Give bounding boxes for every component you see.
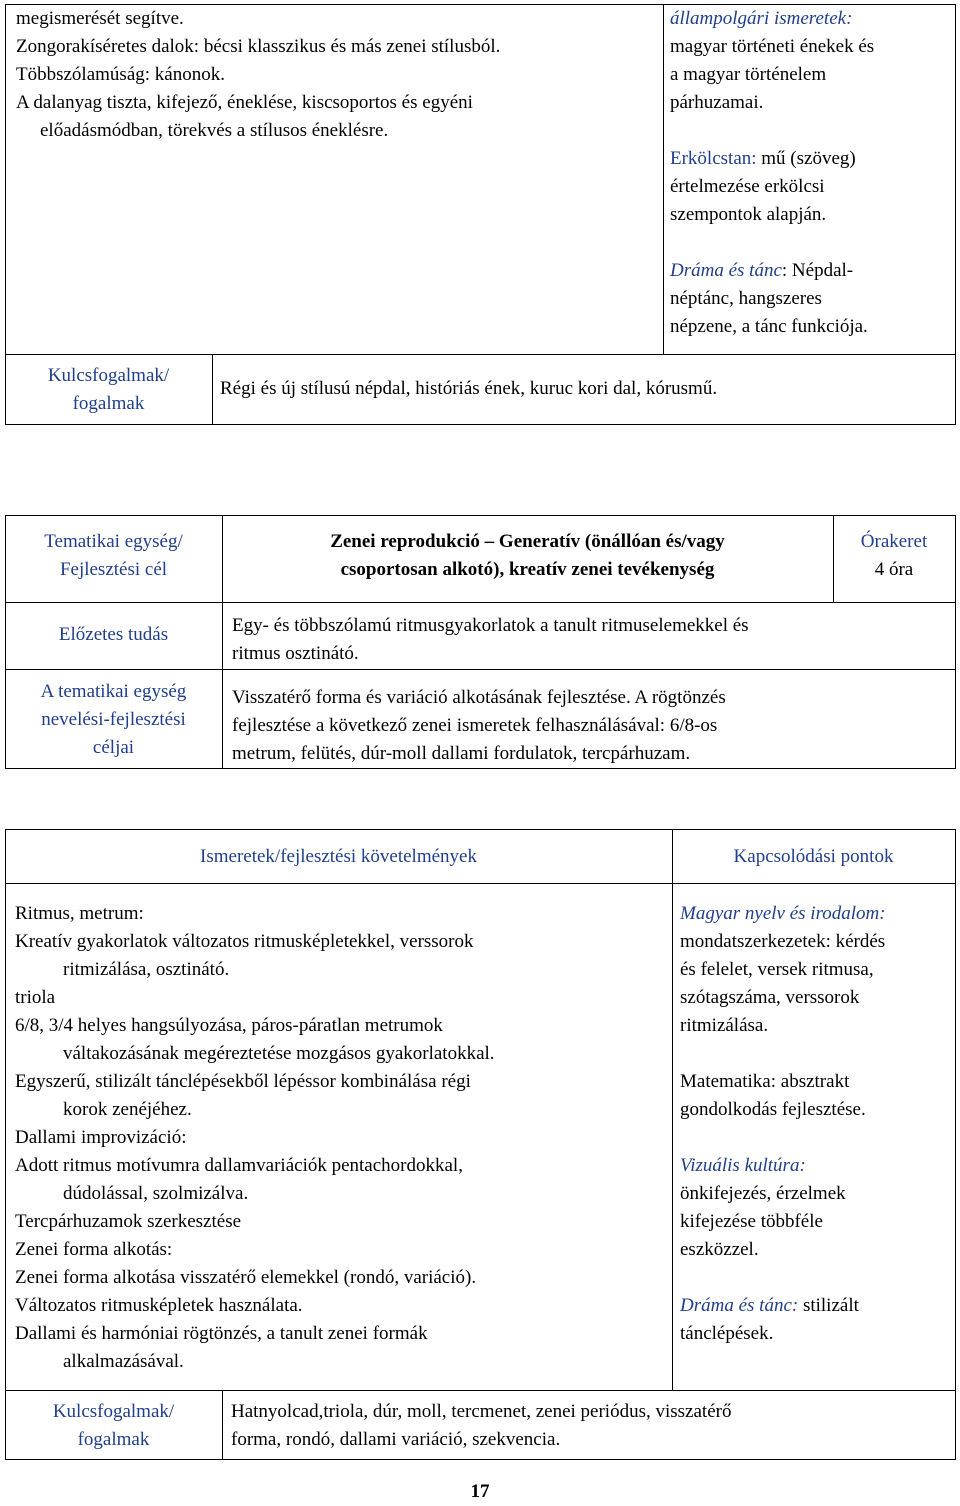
requirement-line: dúdolással, szolmizálva.: [63, 1183, 249, 1204]
requirement-line: Dallami improvizáció:: [15, 1127, 187, 1148]
hours-value: 4 óra: [874, 559, 914, 580]
unit-label-line: Tematikai egység/: [44, 531, 183, 552]
requirement-line: Ritmus, metrum:: [15, 903, 144, 924]
text-line: a magyar történelem: [670, 64, 827, 85]
requirement-line: Kreatív gyakorlatok változatos ritmusképletekkel, verssorok: [15, 931, 474, 952]
table3-key-divider-v: [222, 1390, 223, 1460]
table3-border-right: [955, 829, 956, 1460]
goals-label-line: nevelési-fejlesztési: [41, 709, 186, 730]
requirement-line: Zenei forma alkotás:: [15, 1239, 173, 1260]
requirement-line: ritmizálása, osztinátó.: [63, 959, 230, 980]
requirement-line: korok zenéjéhez.: [63, 1099, 192, 1120]
link-label-ethics: Erkölcstan:: [670, 148, 757, 169]
text-line: szempontok alapján.: [670, 204, 827, 225]
requirement-line: Zenei forma alkotása visszatérő elemekkel (rondó, variáció).: [15, 1267, 477, 1288]
table1-left-cell: [16, 5, 656, 145]
table1-border-bottom: [5, 424, 956, 425]
title-line: Zenei reprodukció – Generatív (önállóan és/vagy: [330, 531, 725, 552]
table1-row-divider: [5, 354, 956, 355]
table3-key-label: [5, 1398, 222, 1454]
table3-head-requirements: Ismeretek/fejlesztési követelmények: [200, 846, 477, 867]
hours-label: Órakeret: [860, 531, 928, 552]
requirement-line: Adott ritmus motívumra dallamvariációk pentachordokkal,: [15, 1155, 463, 1176]
table3-header-divider: [5, 883, 956, 884]
table2-border-top: [5, 515, 956, 516]
page-number: 17: [470, 1481, 490, 1502]
requirement-line: Dallami és harmóniai rögtönzés, a tanult zenei formák: [15, 1323, 428, 1344]
table1-links-cell: [670, 5, 952, 341]
text-line: : Népdal-: [781, 260, 854, 281]
table1-key-text: Régi és új stílusú népdal, históriás ének, kuruc kori dal, kórusmű.: [220, 378, 718, 399]
text-line: forma, rondó, dallami variáció, szekvencia.: [231, 1429, 561, 1450]
text-line: megismerését segítve.: [16, 8, 184, 29]
table1-key-divider: [212, 354, 213, 425]
text-line: fejlesztése a következő zenei ismeretek felhasználásával: 6/8-os: [232, 715, 718, 736]
text-line: Egy- és többszólamú ritmusgyakorlatok a tanult ritmuselemekkel és: [232, 615, 749, 636]
table3-links-cell: [680, 900, 954, 1348]
table3-col-divider: [672, 829, 673, 1391]
table2-unit-label: [5, 528, 222, 584]
text-line: Többszólamúság: kánonok.: [16, 64, 225, 85]
text-line: párhuzamai.: [670, 92, 764, 113]
text-line: stilizált: [798, 1295, 859, 1316]
goals-label-line: céljai: [92, 737, 135, 758]
text-line: metrum, felütés, dúr-moll dallami fordulatok, tercpárhuzam.: [232, 743, 691, 764]
table2-goals-text: [232, 684, 952, 768]
table3-border-left: [5, 829, 6, 1460]
text-line: mű (szöveg): [756, 148, 856, 169]
key-label-line: Kulcsfogalmak/: [52, 1401, 175, 1422]
text-line: Matematika: absztrakt: [680, 1071, 850, 1092]
text-line: Hatnyolcad,triola, dúr, moll, tercmenet, zenei periódus, visszatérő: [231, 1401, 732, 1422]
text-line: kifejezése többféle: [680, 1211, 823, 1232]
text-line: és felelet, versek ritmusa,: [680, 959, 874, 980]
text-line: Visszatérő forma és variáció alkotásának fejlesztése. A rögtönzés: [232, 687, 726, 708]
table3-requirements: [15, 900, 670, 1376]
table2-prior-label: Előzetes tudás: [58, 624, 169, 645]
link-label-drama: Dráma és tánc: [670, 260, 782, 281]
text-line: ritmus osztinátó.: [232, 643, 359, 664]
requirement-line: Változatos ritmusképletek használata.: [15, 1295, 303, 1316]
table3-head-links: Kapcsolódási pontok: [733, 846, 894, 867]
requirement-line: triola: [15, 987, 56, 1008]
link-label-civics: állampolgári ismeretek:: [670, 8, 853, 29]
link-label-drama: Dráma és tánc:: [680, 1295, 799, 1316]
table3-key-divider-h: [5, 1390, 956, 1391]
text-line: előadásmódban, törekvés a stílusos éneklésre.: [40, 120, 389, 141]
table3-border-top: [5, 829, 956, 830]
table2-hours: [833, 528, 955, 584]
text-line: gondolkodás fejlesztése.: [680, 1099, 866, 1120]
requirement-line: 6/8, 3/4 helyes hangsúlyozása, páros-páratlan metrumok: [15, 1015, 443, 1036]
table1-border-right: [955, 4, 956, 425]
text-line: mondatszerkezetek: kérdés: [680, 931, 886, 952]
text-line: népzene, a tánc funkciója.: [670, 316, 868, 337]
text-line: értelmezése erkölcsi: [670, 176, 825, 197]
text-line: néptánc, hangszeres: [670, 288, 822, 309]
key-label-line: Kulcsfogalmak/: [47, 365, 170, 386]
text-line: ritmizálása.: [680, 1015, 769, 1036]
key-label-line: fogalmak: [77, 1429, 150, 1450]
goals-label-line: A tematikai egység: [40, 681, 187, 702]
table3-key-text: [231, 1398, 953, 1454]
table2-border-right: [955, 515, 956, 769]
table2-goals-label: [5, 678, 222, 762]
requirement-line: Tercpárhuzamok szerkesztése: [15, 1211, 242, 1232]
text-line: szótagszáma, verssorok: [680, 987, 860, 1008]
table2-row-divider-2: [5, 669, 956, 670]
unit-label-line: Fejlesztési cél: [59, 559, 168, 580]
table2-prior-text: [232, 612, 952, 668]
requirement-line: alkalmazásával.: [63, 1351, 184, 1372]
text-line: Zongorakíséretes dalok: bécsi klasszikus és más zenei stílusból.: [16, 36, 501, 57]
requirement-line: Egyszerű, stilizált tánclépésekből lépéssor kombinálása régi: [15, 1071, 471, 1092]
text-line: magyar történeti énekek és: [670, 36, 875, 57]
requirement-line: váltakozásának megéreztetése mozgásos gyakorlatokkal.: [63, 1043, 495, 1064]
table1-key-label: [5, 362, 212, 418]
title-line: csoportosan alkotó), kreatív zenei tevékenység: [340, 559, 715, 580]
link-label-visual: Vizuális kultúra:: [680, 1155, 806, 1176]
key-label-line: fogalmak: [72, 393, 145, 414]
table2-unit-title: [222, 528, 833, 584]
text-line: A dalanyag tiszta, kifejező, éneklése, kiscsoportos és egyéni: [16, 92, 473, 113]
text-line: önkifejezés, érzelmek: [680, 1183, 846, 1204]
text-line: tánclépések.: [680, 1323, 774, 1344]
link-label-literature: Magyar nyelv és irodalom:: [680, 903, 886, 924]
table3-border-bottom: [5, 1459, 956, 1460]
table2-row-divider-1: [5, 602, 956, 603]
text-line: eszközzel.: [680, 1239, 759, 1260]
table1-col-divider: [663, 4, 664, 355]
table2-border-bottom: [5, 768, 956, 769]
